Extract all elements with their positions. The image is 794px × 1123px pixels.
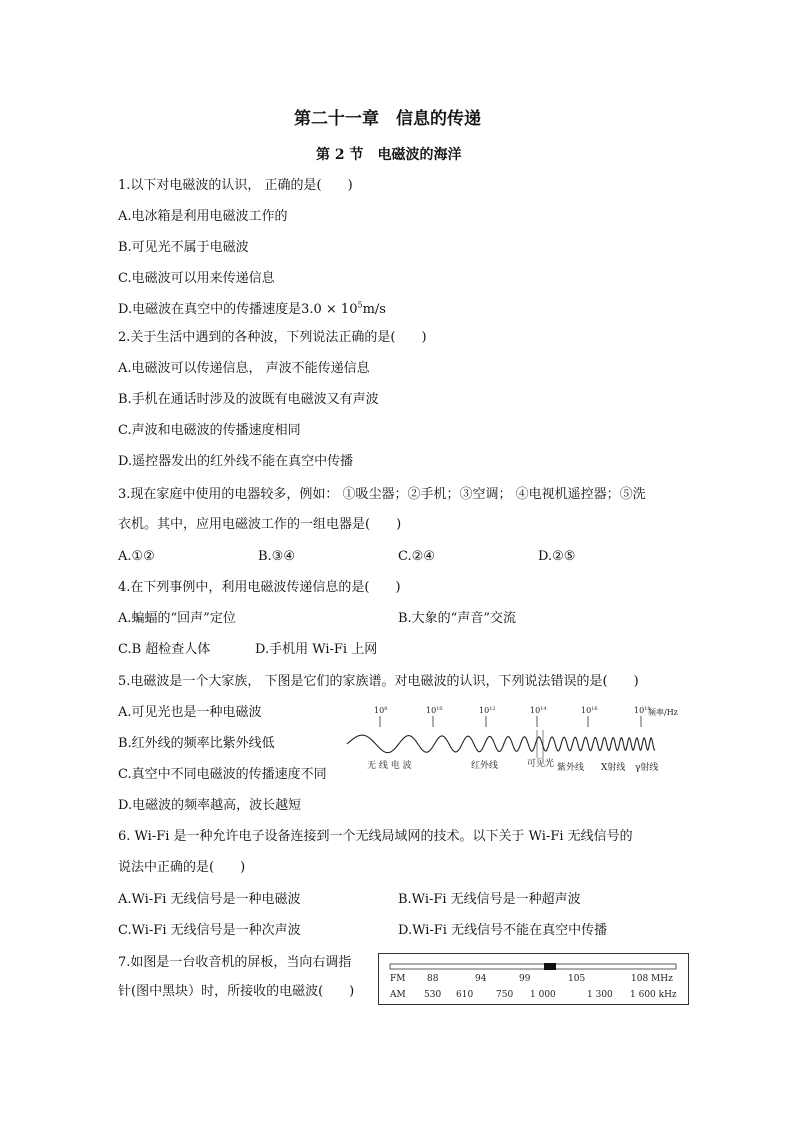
radio-dial-figure xyxy=(378,953,689,1005)
question-6-option-a: A.Wi-Fi 无线信号是一种电磁波 xyxy=(118,892,301,907)
band-labels xyxy=(367,757,658,773)
freq-tick-1e10: $10^{10}$ xyxy=(426,706,443,715)
am-value-1300: 1 300 xyxy=(587,990,613,1000)
question-5-option-d: D.电磁波的频率越高，波长越短 xyxy=(118,798,302,813)
chapter-title: 第二十一章 信息的传递 xyxy=(294,109,481,129)
band-infrared: 红外线 xyxy=(471,761,499,771)
am-value-1000: 1 000 xyxy=(530,990,556,1000)
am-value-530: 530 xyxy=(424,990,442,1000)
fm-value-88: 88 xyxy=(427,974,439,984)
question-7-stem-line-2: 针(图中黑块）时，所接收的电磁波( ) xyxy=(118,984,355,999)
tick-marks xyxy=(380,716,641,727)
electromagnetic-spectrum-figure xyxy=(345,700,690,778)
frequency-ticks xyxy=(374,706,678,717)
freq-tick-1e14: $10^{14}$ xyxy=(530,706,547,715)
question-4-option-c: C.B 超检查人体 xyxy=(118,642,211,657)
dial-pointer xyxy=(544,963,556,970)
question-2-option-d: D.遥控器发出的红外线不能在真空中传播 xyxy=(118,454,354,469)
dial-scale-bar xyxy=(390,964,676,969)
option-d-unit: m/s xyxy=(362,302,386,317)
question-6-stem-line-2: 说法中正确的是( ) xyxy=(118,860,246,875)
band-radio-waves: 无 线 电 波 xyxy=(367,761,412,771)
question-5-option-b: B.红外线的频率比紫外线低 xyxy=(118,736,275,751)
question-1-option-d xyxy=(118,302,386,318)
band-ultraviolet: 紫外线 xyxy=(557,763,585,773)
freq-tick-1e16: $10^{16}$ xyxy=(581,706,598,715)
question-1-stem: 1.以下对电磁波的认识， 正确的是( ) xyxy=(118,178,353,193)
band-visible-light: 可见光 xyxy=(527,759,555,769)
band-x-rays: X射线 xyxy=(601,763,626,773)
question-3-option-b: B.③④ xyxy=(258,549,295,564)
question-2-option-c: C.声波和电磁波的传播速度相同 xyxy=(118,423,301,438)
option-d-exponent: 5 xyxy=(357,300,363,310)
spectrum-wave xyxy=(347,735,655,752)
am-value-610: 610 xyxy=(456,990,474,1000)
question-6-stem-line-1: 6. Wi-Fi 是一种允许电子设备连接到一个无线局域网的技术。以下关于 Wi-Fi 无线信号的 xyxy=(118,829,633,844)
question-2-option-a: A.电磁波可以传递信息， 声波不能传递信息 xyxy=(118,361,370,376)
fm-value-99: 99 xyxy=(519,974,531,984)
question-4-option-d: D.手机用 Wi-Fi 上网 xyxy=(255,642,378,657)
freq-tick-1e12: $10^{12}$ xyxy=(479,706,496,715)
freq-tick-1e8: $10^8$ xyxy=(374,706,388,715)
question-2-stem: 2.关于生活中遇到的各种波，下列说法正确的是( ) xyxy=(118,330,427,345)
am-label: AM xyxy=(390,990,406,1000)
frequency-axis-label: 频率/Hz xyxy=(648,708,678,717)
question-4-option-a: A.蝙蝠的“回声”定位 xyxy=(118,611,236,626)
question-3-option-d: D.②⑤ xyxy=(538,549,576,564)
question-2-option-b: B.手机在通话时涉及的波既有电磁波又有声波 xyxy=(118,392,379,407)
question-1-option-b: B.可见光不属于电磁波 xyxy=(118,240,249,255)
fm-label: FM xyxy=(390,974,406,984)
option-d-text: D.电磁波在真空中的传播速度是3.0 × 10 xyxy=(118,302,358,317)
freq-tick-1e18: $10^{18}$ xyxy=(634,706,651,715)
am-value-1600: 1 600 kHz xyxy=(630,990,677,1000)
question-1-option-c: C.电磁波可以用来传递信息 xyxy=(118,271,275,286)
question-1-option-a: A.电冰箱是利用电磁波工作的 xyxy=(118,209,288,224)
question-7-stem-line-1: 7.如图是一台收音机的屏板，当向右调指 xyxy=(118,955,352,970)
question-6-option-d: D.Wi-Fi 无线信号不能在真空中传播 xyxy=(398,923,608,938)
question-5-option-c: C.真空中不同电磁波的传播速度不同 xyxy=(118,767,327,782)
question-4-stem: 4.在下列事例中，利用电磁波传递信息的是( ) xyxy=(118,580,401,595)
question-6-option-b: B.Wi-Fi 无线信号是一种超声波 xyxy=(398,892,581,907)
question-3-stem-line-2: 衣机。其中，应用电磁波工作的一组电器是( ) xyxy=(118,517,402,532)
fm-value-105: 105 xyxy=(568,974,586,984)
question-5-stem: 5.电磁波是一个大家族， 下图是它们的家族谱。对电磁波的认识，下列说法错误的是( ) xyxy=(118,674,639,689)
section-title: 第 2 节 电磁波的海洋 xyxy=(316,147,462,163)
band-gamma-rays: γ射线 xyxy=(635,763,659,773)
am-value-750: 750 xyxy=(496,990,514,1000)
fm-value-108: 108 MHz xyxy=(631,974,673,984)
question-3-option-c: C.②④ xyxy=(398,549,435,564)
question-3-stem-line-1: 3.现在家庭中使用的电器较多，例如： ①吸尘器；②手机；③空调； ④电视机遥控器；⑤洗 xyxy=(118,487,646,502)
question-3-option-a: A.①② xyxy=(118,549,155,564)
question-6-option-c: C.Wi-Fi 无线信号是一种次声波 xyxy=(118,923,301,938)
question-4-option-b: B.大象的“声音”交流 xyxy=(398,611,516,626)
fm-value-94: 94 xyxy=(475,974,487,984)
question-5-option-a: A.可见光也是一种电磁波 xyxy=(118,705,262,720)
